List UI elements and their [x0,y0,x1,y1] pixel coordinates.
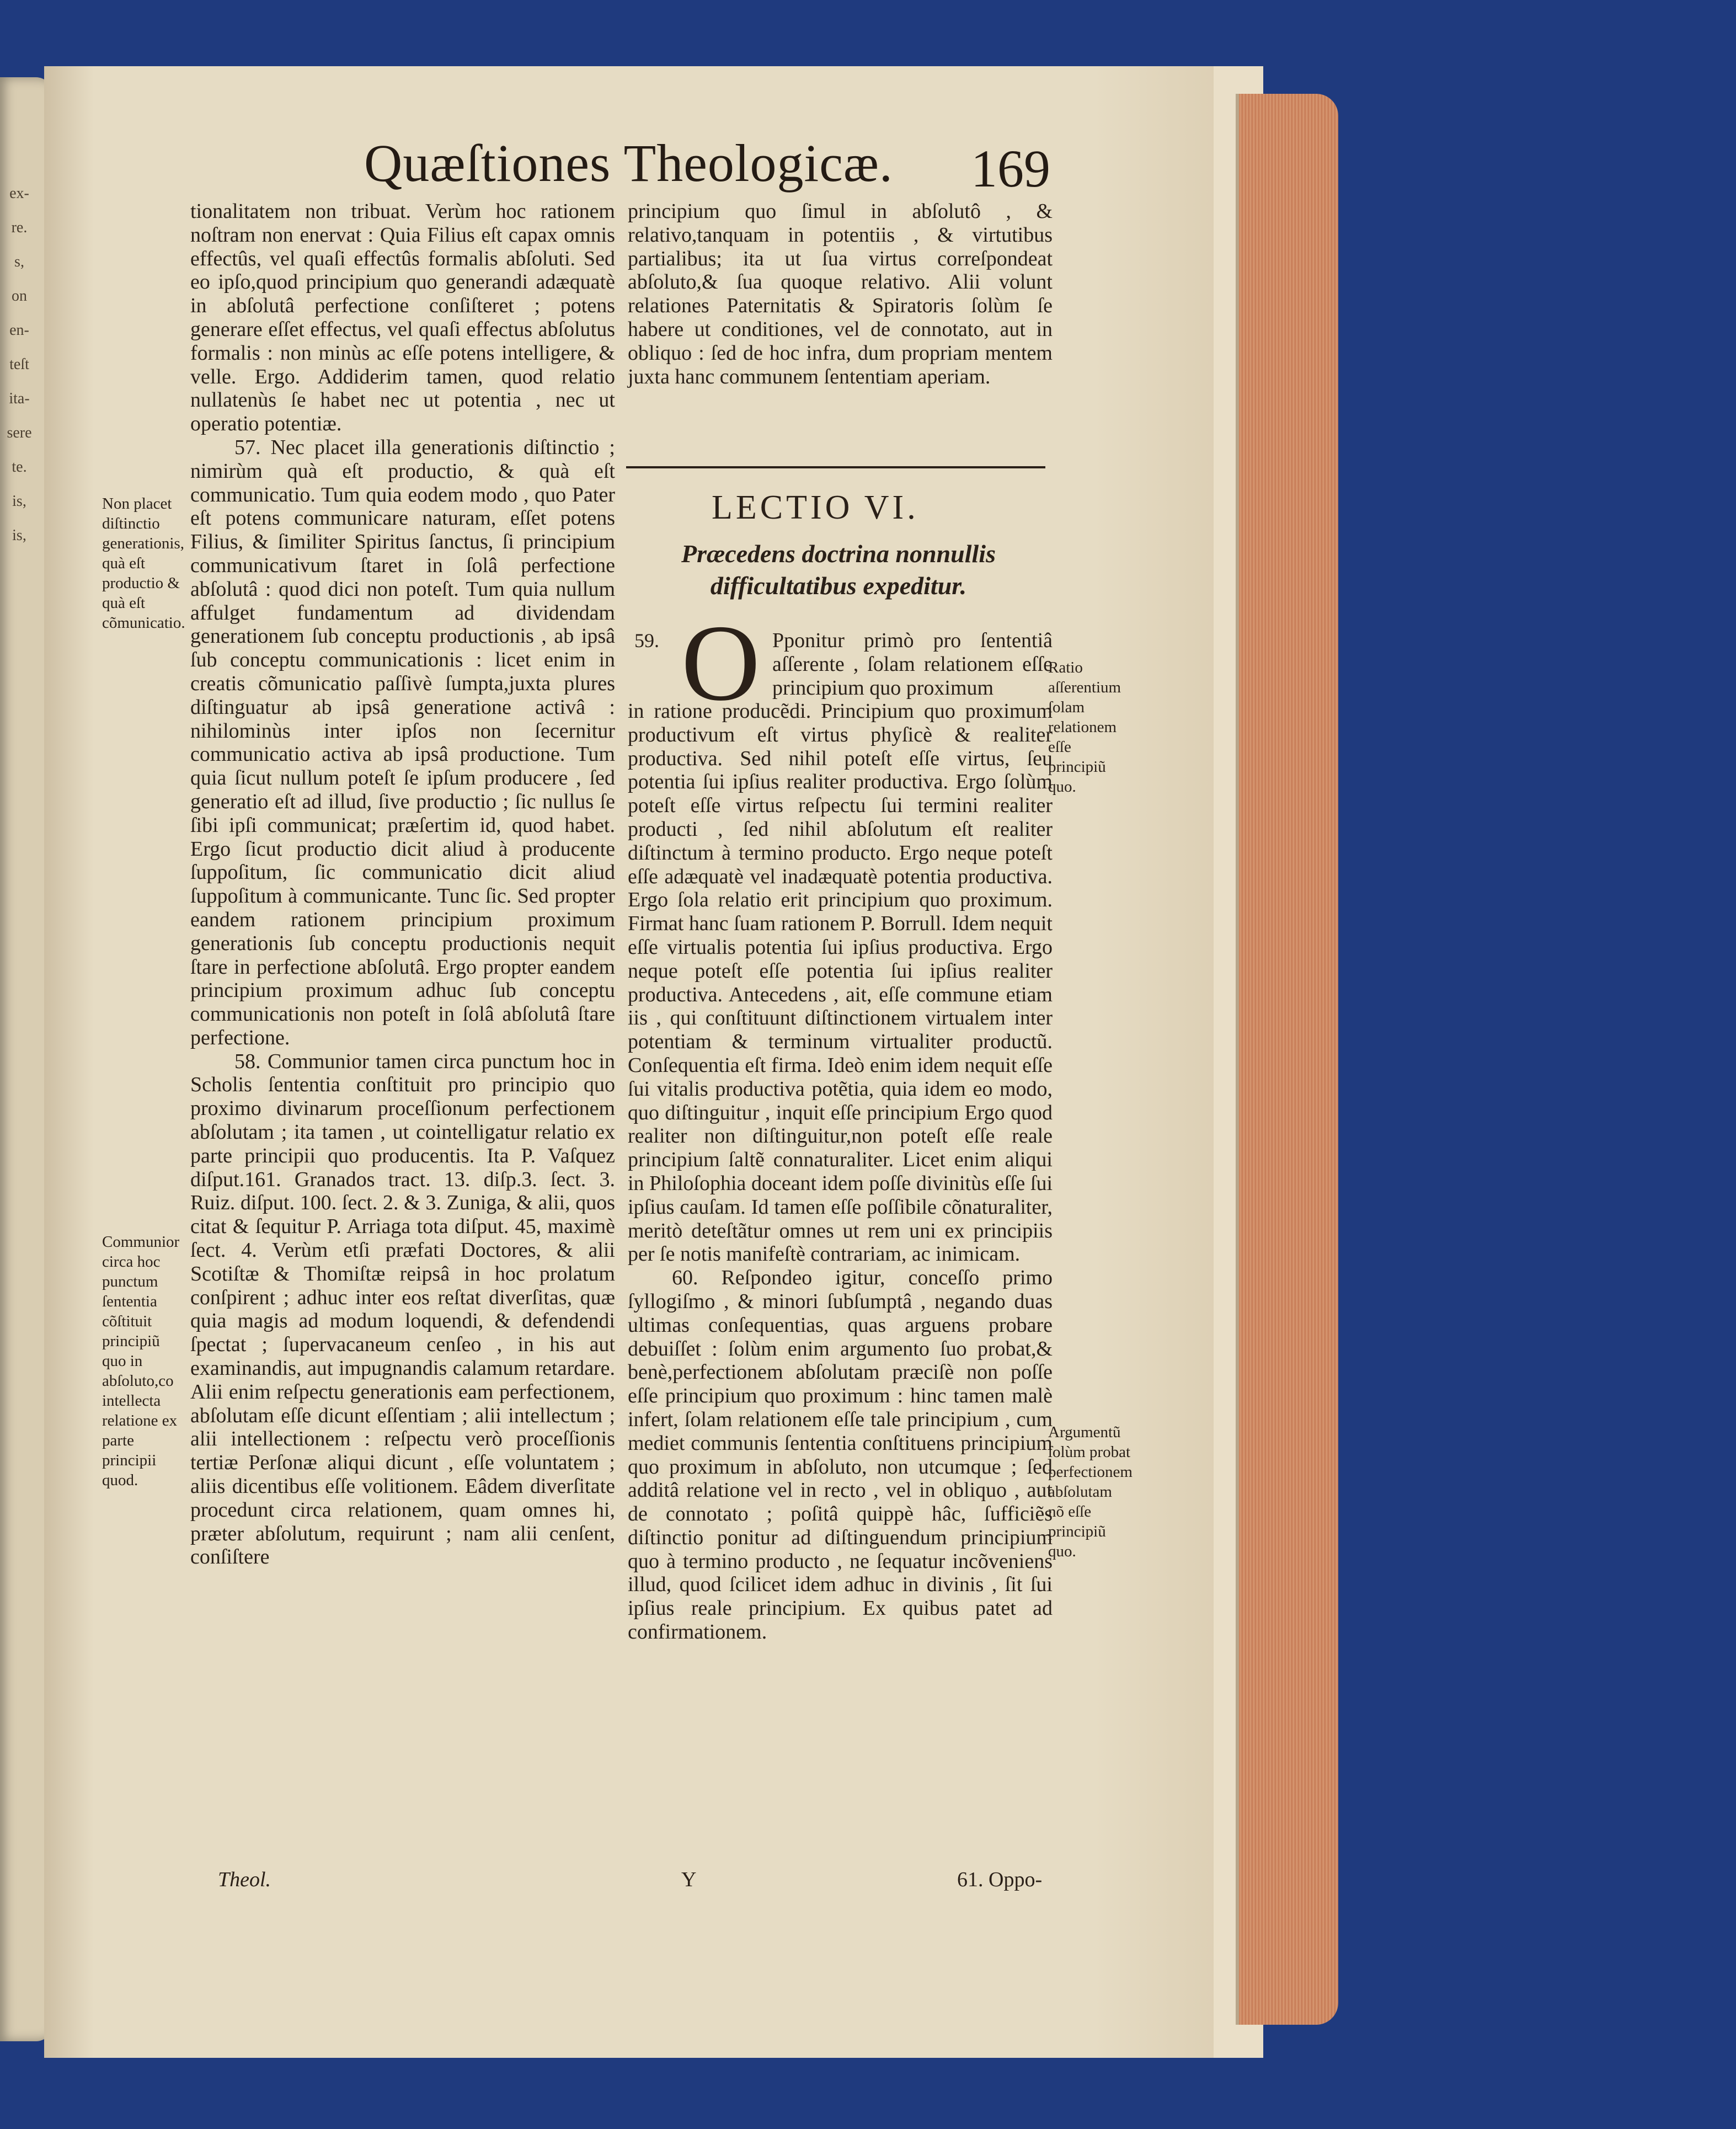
signature-mark: Y [681,1868,697,1891]
paragraph-60: 60. Reſpondeo igitur, conceſſo primo ſyllogiſmo , & minori ſubſumptâ , negando duas ultimas conſequentias, quas arguens probare debuiſſet : ſolùm enim argumento ſuo probat,& benè,perfectionem abſolutam præciſè non poſſe eſſe principium quo proximum : hinc tamen malè infert, ſolam relationem eſſe tale principium , cum mediet communis ſententia conſtituens principium quo proximum in abſoluto, non utcumque ; ſed additâ relatione vel in recto , vel in obliquo , aut de connotato ; poſitâ quippè hâc, ſufficiẽs diſtinctio ponitur ad diſtinguendum principium quo à termino producto , ne ſequatur incõveniens illud, quod ſcilicet idem adhuc in divinis , ſit ſui ipſius reale principium. Ex quibus patet ad confirmationem. [628,1266,1053,1644]
fragment: on [12,287,27,305]
paragraph-59-head [772,629,1053,700]
margin-note-right-2: Argumentũ ſolùm probat perfectionem abſolutam nõ eſſe principiũ quo. [1048,1423,1133,1560]
page-edges-stack [1236,94,1338,2025]
margin-note-left-1: Non placet diſtinctio generationis, quà eſt productio & quà eſt cõmunicatio. [102,495,185,632]
fragment: is, [12,493,26,510]
previous-page-margin-fragments [0,177,39,553]
lectio-heading: LECTIO VI. [712,489,919,526]
page-number: 169 [971,139,1050,198]
footer-catchword-left: Theol. [218,1868,271,1891]
right-column-body [628,700,1053,1644]
left-column [190,200,615,1569]
lectio-subheading: Præcedens doctrina nonnullis difficultatibus expeditur. [681,540,996,600]
paragraph-59: in ratione producẽdi. Principium quo proximum productivum eſt virtus phyſicè & realiter productiva. Sed nihil poteſt eſſe virtus, ſeu potentia ſui ipſius realiter productiva. Ergo ſolùm poteſt eſſe virtus reſpectu ſui termini realiter producti , ſed nihil abſolutum eſt realiter diſtinctum à termino producto. Ergo neque poteſt eſſe adæquatè vel inadæquatè potentia productiva. Ergo ſola relatio erit principium quo proximum. Firmat hanc ſuam rationem P. Borrull. Idem nequit eſſe virtualis potentia ſui ipſius productiva. Ergo neque poteſt eſſe potentia ſui ipſius realiter productiva. Antecedens , ait, eſſe commune etiam iis , qui conſtituunt diſtinctionem virtualem inter potentiam & terminum virtualiter productũ. Conſequentia eſt firma. Ideò enim idem nequit eſſe ſui vitalis productiva potẽtia, quia idem eo modo, quo diſtinguitur , inquit eſſe principium Ergo quod realiter non diſtinguitur,non poteſt eſſe reale principium ſaltẽ connaturaliter. Licet enim aliqui in Philoſophia doceant idem poſſe divinitùs eſſe ſui ipſius cauſam. Id tamen eſſe poſſibile cõnaturaliter, meritò deteſtãtur omnes ut rem uni ex principiis per ſe notis manifeſtè contrariam, ac inimicam. [628,700,1053,1266]
fragment: te. [12,458,27,476]
paragraph-59-opening: Pponitur primò pro ſententiâ aſſerente , ſolam relationem eſſe principium quo proximum [772,629,1053,700]
fragment: ita- [9,390,30,407]
paragraph-58: 58. Communior tamen circa punctum hoc in Scholis ſententia conſtituit pro principio quo proximo divinarum proceſſionum perfectionem abſolutam ; ita tamen , ut cointelligatur relatio ex parte principii quo producentis. Ita P. Vaſquez diſput.161. Granados tract. 13. diſp.3. ſect. 3. Ruiz. diſput. 100. ſect. 2. & 3. Zuniga, & alii, quos citat & ſequitur P. Arriaga tota diſput. 45, maximè ſect. 4. Verùm etſi præfati Doctores, & alii Scotiſtæ & Thomiſtæ reipsâ in hoc prolatum conſpirent ; adhuc inter eos reſtat diverſitas, quæ quia magis ad modum loquendi, & defendendi ſpectat ; ſupervacaneum cenſeo , in his aut examinandis, aut impugnandis calamum retardare. Alii enim reſpectu generationis eam perfectionem, abſolutam eſſe dicunt eſſentiam ; alii intellectum ; alii intellectionem : reſpectu verò proceſſionis tertiæ Perſonæ aliqui dicunt , eſſe voluntatem ; aliis dicentibus eſſe volitionem. Eâdem diverſitate procedunt circa relationem, quam omnes hi, præter abſolutum, requirunt ; nam alii cenſent, conſiſtere [190,1049,615,1569]
right-column-top [628,200,1053,388]
fragment: ex- [9,185,29,202]
paragraph-58-continued: principium quo ſimul in abſolutô , & relativo,tanquam in potentiis , & virtutibus partialibus; ita ut ſua virtus correſpondeat abſoluto,& ſua quoque relativo. Alii volunt relationes Paternitatis & Spiratoris ſolùm ſe habere ut conditiones, vel de connotato, aut in obliquo : ſed de hoc infra, dum propriam mentem juxta hanc communem ſententiam aperiam. [628,200,1053,388]
fragment: teſt [9,356,29,373]
fragment: re. [11,219,28,236]
margin-note-left-2: Communior circa hoc punctum ſententia cõſtituit principiũ quo in abſoluto,co intellecta relatione ex parte principii quod. [102,1233,180,1489]
fragment: s, [14,253,24,270]
section-rule [626,466,1045,468]
paragraph-59-number: 59. [634,629,659,652]
drop-capital: O [681,602,760,723]
footer-catchword-right: 61. Oppo- [957,1868,1043,1891]
fragment: en- [9,322,29,339]
fragment: is, [12,527,26,544]
fragment: sere [7,424,32,441]
paragraph-56-continued: tionalitatem non tribuat. Verùm hoc rationem noſtram non enervat : Quia Filius eſt capax omnis effectûs, vel quaſi effectûs formalis abſoluti. Sed eo ipſo,quod principium quo generandi adæquatè in abſolutâ perfectione conſiſteret ; potens generare eſſet effectus, vel quaſi effectus abſolutus formalis : non minùs ac eſſe potens intelligere, & velle. Ergo. Addiderim tamen, quod relatio nullatenùs ſe habet nec ut potentia , nec ut operatio potentiæ. [190,200,615,436]
running-header: Quæſtiones Theologicæ. [364,134,893,193]
margin-note-right-1: Ratio aſſerentium ſolam relationem eſſe principiũ quo. [1048,659,1121,796]
paragraph-57: 57. Nec placet illa generationis diſtinctio ; nimirùm quà eſt productio, & quà eſt communicatio. Tum quia eodem modo , quo Pater eſt potens communicare naturam, eſſet potens Filius, & ſimiliter Spiritus ſanctus, ſi principium communicativum ſtaret in ſolâ perfectione abſolutâ : quod dici non poteſt. Tum quia nullum affulget fundamentum ad dividendam generationem ſub conceptu productionis , ab ipsâ ſub conceptu communicationis : licet enim in creatis cõmunicatio paſſivè ſumpta,juxta plures diſtinguatur ab ipsâ generatione activâ : nihilominùs inter ipſos non ſecernitur communicatio activa ab ipsâ productione. Tum quia ſicut nullum poteſt ſe ipſum producere , ſed generatio eſt ad illud, ſive productio ; ſic nullus ſe ſibi ipſi communicat; præſertim id, quod habet. Ergo ſicut productio dicit aliud à producente ſuppoſitum, ſic communicatio dicit aliud ſuppoſitum à communicante. Tunc ſic. Sed propter eandem rationem principium proximum generationis ſub conceptu productionis nequit ſtare in perfectione abſolutâ. Ergo propter eandem principium proximum adhuc ſub conceptu communicationis non poteſt in ſolâ abſolutâ ſtare perfectione. [190,435,615,1049]
